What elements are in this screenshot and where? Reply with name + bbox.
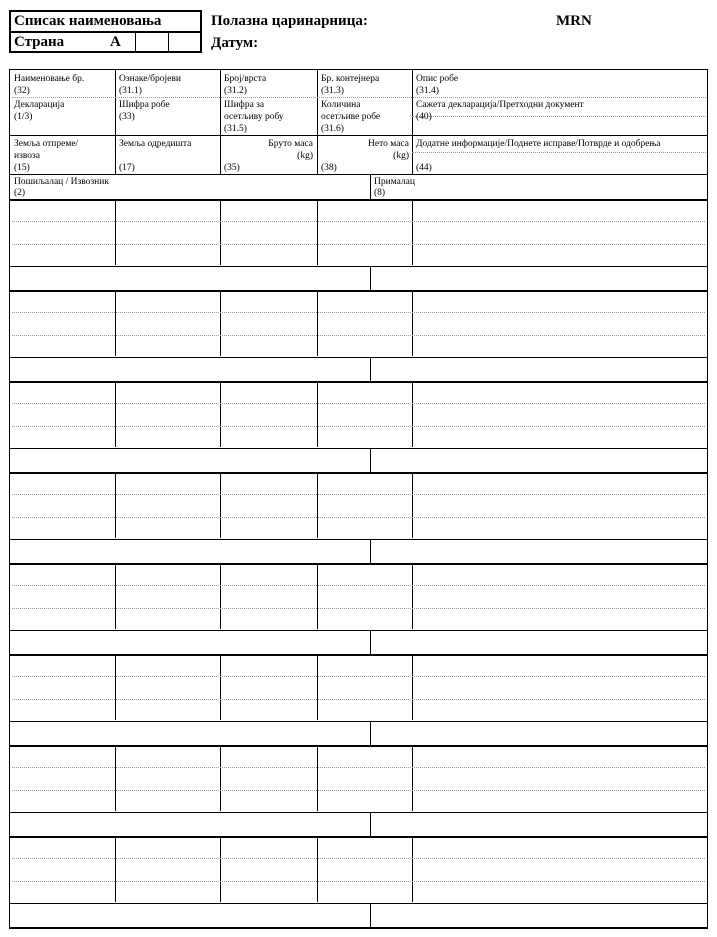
goods-description-code: (31.4)	[416, 86, 439, 96]
item-column-divider	[412, 382, 413, 447]
number-kind-label: Број/врста	[224, 74, 267, 84]
page-value: A	[110, 34, 121, 50]
item-block-top-border	[9, 745, 708, 747]
item-block-left-border	[9, 200, 10, 291]
item-block-right-border	[707, 746, 708, 837]
item-parties-divider	[370, 357, 371, 382]
item-dotted-line	[12, 403, 705, 404]
item-column-divider	[220, 655, 221, 720]
commodity-code-label: Шифра робе	[119, 100, 170, 110]
item-column-divider	[220, 837, 221, 902]
item-dotted-line	[12, 312, 705, 313]
sensitive-code-code: (31.5)	[224, 124, 247, 134]
dispatch-country-label-1: Земља отпреме/	[14, 139, 79, 149]
item-block-left-border	[9, 746, 10, 837]
item-column-divider	[220, 291, 221, 356]
net-mass-unit: (kg)	[393, 151, 409, 161]
item-column-divider	[115, 291, 116, 356]
additional-info-label: Додатне информације/Поднете исправе/Потврде и одобрења	[416, 139, 661, 149]
item-column-divider	[412, 200, 413, 265]
item-column-divider	[317, 746, 318, 811]
consignee-code: (8)	[374, 188, 386, 198]
item-column-divider	[317, 200, 318, 265]
item-column-divider	[115, 200, 116, 265]
item-column-divider	[220, 382, 221, 447]
item-parties-line	[10, 266, 707, 267]
item-column-divider	[412, 473, 413, 538]
item-column-divider	[115, 837, 116, 902]
item-column-divider	[220, 200, 221, 265]
date-label: Датум:	[211, 35, 259, 51]
item-block-top-border	[9, 199, 708, 201]
additional-info-code: (44)	[416, 163, 432, 173]
item-column-divider	[115, 746, 116, 811]
item-column-divider	[412, 291, 413, 356]
item-parties-line	[10, 812, 707, 813]
item-dotted-line	[12, 221, 705, 222]
item-parties-divider	[370, 266, 371, 291]
item-block-right-border	[707, 564, 708, 655]
item-block-right-border	[707, 200, 708, 291]
item-column-divider	[115, 564, 116, 629]
item-column-divider	[115, 473, 116, 538]
item-dotted-line	[12, 676, 705, 677]
item-parties-divider	[370, 721, 371, 746]
item-column-divider	[220, 564, 221, 629]
item-block-top-border	[9, 381, 708, 383]
item-block-top-border	[9, 472, 708, 474]
item-column-divider	[412, 746, 413, 811]
item-dotted-line	[12, 517, 705, 518]
gross-mass-label: Бруто маса	[268, 139, 313, 149]
list-title: Списак наименовања	[14, 13, 162, 29]
net-mass-code: (38)	[321, 163, 337, 173]
items-bottom-border	[9, 927, 708, 929]
item-parties-line	[10, 903, 707, 904]
item-column-divider	[220, 746, 221, 811]
item-block-left-border	[9, 473, 10, 564]
consignee-label: Прималац	[374, 177, 415, 187]
sensitive-quantity-label-2: осетљиве робе	[321, 112, 381, 122]
item-block-left-border	[9, 655, 10, 746]
item-dotted-line	[12, 881, 705, 882]
item-column-divider	[412, 564, 413, 629]
item-block-top-border	[9, 654, 708, 656]
item-block-top-border	[9, 563, 708, 565]
item-block-right-border	[707, 291, 708, 382]
item-block-left-border	[9, 837, 10, 928]
gross-mass-unit: (kg)	[297, 151, 313, 161]
net-mass-label: Нето маса	[368, 139, 409, 149]
item-column-divider	[317, 837, 318, 902]
item-block-top-border	[9, 836, 708, 838]
item-parties-line	[10, 630, 707, 631]
item-no-code: (32)	[14, 86, 30, 96]
item-dotted-line	[12, 494, 705, 495]
sensitive-quantity-label-1: Количина	[321, 100, 361, 110]
item-dotted-line	[12, 608, 705, 609]
consignor-label: Пошиљалац / Извозник	[14, 177, 109, 187]
destination-country-code: (17)	[119, 163, 135, 173]
item-block-right-border	[707, 382, 708, 473]
item-column-divider	[317, 473, 318, 538]
item-block-left-border	[9, 382, 10, 473]
item-parties-line	[10, 357, 707, 358]
item-block-right-border	[707, 837, 708, 928]
marks-code: (31.1)	[119, 86, 142, 96]
item-dotted-line	[12, 767, 705, 768]
gross-mass-code: (35)	[224, 163, 240, 173]
item-column-divider	[317, 382, 318, 447]
item-block-right-border	[707, 655, 708, 746]
number-kind-code: (31.2)	[224, 86, 247, 96]
item-block-top-border	[9, 290, 708, 292]
item-dotted-line	[12, 335, 705, 336]
item-dotted-line	[12, 699, 705, 700]
dispatch-country-code: (15)	[14, 163, 30, 173]
item-block-left-border	[9, 564, 10, 655]
declaration-code: (1/3)	[14, 112, 33, 122]
item-dotted-line	[12, 858, 705, 859]
commodity-code-code: (33)	[119, 112, 135, 122]
summary-declaration-label: Сажета декларација/Претходни документ	[416, 100, 584, 110]
item-block-left-border	[9, 291, 10, 382]
item-parties-divider	[370, 903, 371, 928]
item-column-divider	[412, 837, 413, 902]
sensitive-code-label-2: осетљиву робу	[224, 112, 284, 122]
item-parties-divider	[370, 448, 371, 473]
item-block-right-border	[707, 473, 708, 564]
item-column-divider	[115, 382, 116, 447]
mrn-label: MRN	[556, 13, 592, 29]
departure-office-label: Полазна царинарница:	[211, 13, 368, 29]
sensitive-quantity-code: (31.6)	[321, 124, 344, 134]
consignor-code: (2)	[14, 188, 26, 198]
item-dotted-line	[12, 585, 705, 586]
sensitive-code-label-1: Шифра за	[224, 100, 265, 110]
goods-description-label: Опис робе	[416, 74, 459, 84]
item-column-divider	[317, 564, 318, 629]
container-no-label: Бр. контејнера	[321, 74, 380, 84]
container-no-code: (31.3)	[321, 86, 344, 96]
item-parties-line	[10, 448, 707, 449]
item-column-divider	[317, 291, 318, 356]
summary-declaration-code: (40)	[416, 112, 432, 122]
dispatch-country-label-2: извоза	[14, 151, 40, 161]
declaration-label: Декларација	[14, 100, 65, 110]
item-dotted-line	[12, 426, 705, 427]
item-column-divider	[220, 473, 221, 538]
item-parties-line	[10, 721, 707, 722]
item-column-divider	[317, 655, 318, 720]
item-column-divider	[412, 655, 413, 720]
item-parties-divider	[370, 630, 371, 655]
item-dotted-line	[12, 244, 705, 245]
marks-label: Ознаке/бројеви	[119, 74, 181, 84]
item-parties-line	[10, 539, 707, 540]
item-dotted-line	[12, 790, 705, 791]
destination-country-label: Земља одредишта	[119, 139, 192, 149]
item-parties-divider	[370, 539, 371, 564]
item-column-divider	[115, 655, 116, 720]
item-no-label: Наименовање бр.	[14, 74, 85, 84]
page-label: Страна	[14, 34, 65, 50]
item-parties-divider	[370, 812, 371, 837]
